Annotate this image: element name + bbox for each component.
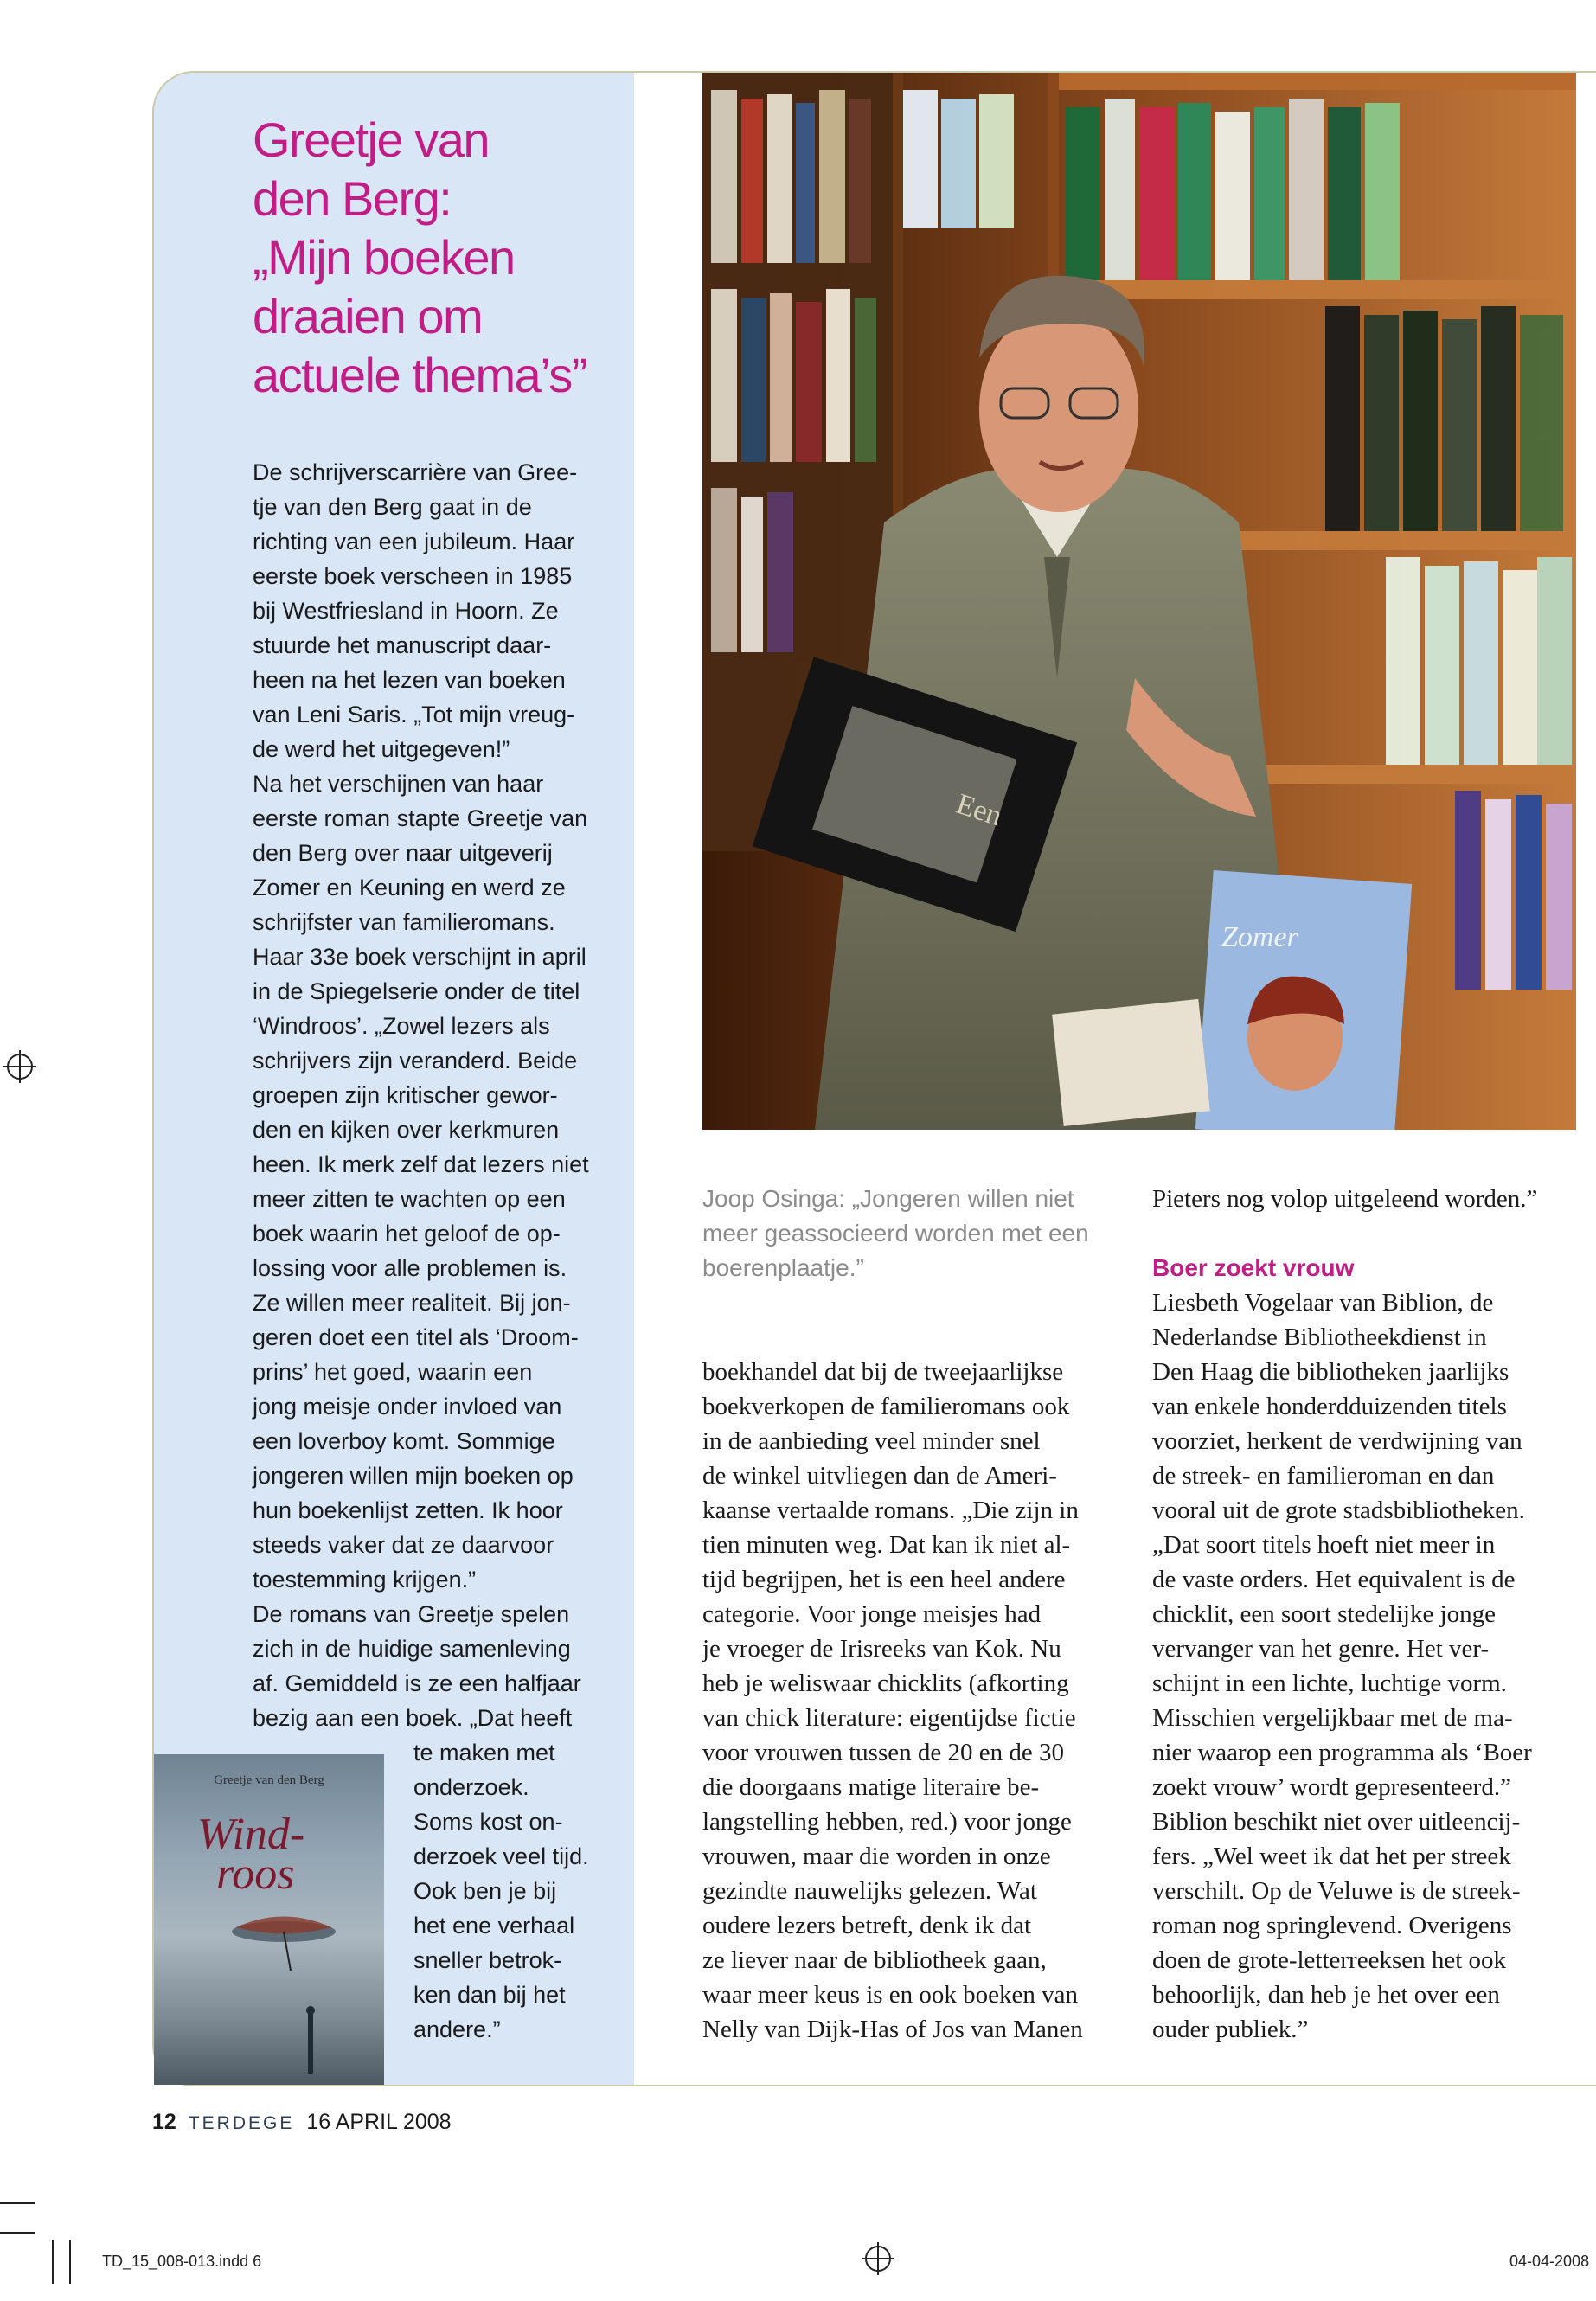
text-line: lossing voor alle problemen is. xyxy=(253,1255,567,1281)
text-line: in de aanbieding veel minder snel xyxy=(702,1427,1041,1455)
text-line: gezindte nauwelijks gelezen. Wat xyxy=(702,1877,1037,1905)
text-line: zoekt vrouw’ wordt gepresenteerd.” xyxy=(1152,1773,1511,1801)
text-line: De romans van Greetje spelen xyxy=(253,1601,570,1627)
photo-book-title: Een xyxy=(952,787,1006,833)
text-line: een loverboy komt. Sommige xyxy=(253,1428,555,1454)
text-line: richting van een jubileum. Haar xyxy=(253,529,575,554)
text-line: die doorgaans matige literaire be- xyxy=(702,1773,1040,1801)
text-line: Nelly van Dijk-Has of Jos van Manen xyxy=(702,2016,1083,2043)
text-line: de streek- en familieroman en dan xyxy=(1152,1462,1495,1490)
headline-line: „Mijn boeken xyxy=(253,230,515,285)
text-line: heen. Ik merk zelf dat lezers niet xyxy=(253,1151,589,1177)
text-line: doen de grote-letterreeksen het ook xyxy=(1152,1946,1507,1974)
text-line: je vroeger de Irisreeks van Kok. Nu xyxy=(702,1635,1061,1663)
registration-mark-icon xyxy=(865,2246,891,2272)
text-line: fers. „Wel weet ik dat het per streek xyxy=(1152,1843,1511,1870)
text-line: Na het verschijnen van haar xyxy=(253,771,544,797)
cover-title-line: Wind- xyxy=(197,1810,305,1859)
text-line: voor vrouwen tussen de 20 en de 30 xyxy=(702,1739,1064,1766)
text-line: Zomer en Keuning en werd ze xyxy=(253,875,566,901)
cover-artwork xyxy=(154,1754,384,2085)
photo-caption xyxy=(702,1182,1135,1285)
text-line: Misschien vergelijkbaar met de ma- xyxy=(1152,1704,1513,1732)
photo-artwork xyxy=(702,73,1576,1130)
crop-mark-icon xyxy=(0,2202,35,2204)
text-line: de werd het uitgegeven!” xyxy=(253,736,510,762)
text-line: groepen zijn kritischer gewor- xyxy=(253,1082,558,1108)
text-line: stuurde het manuscript daar- xyxy=(253,632,552,658)
cover-title xyxy=(197,1810,305,1899)
text-line: ze liever naar de bibliotheek gaan, xyxy=(702,1946,1047,1974)
text-line: in de Spiegelserie onder de titel xyxy=(253,978,580,1004)
text-line: oudere lezers betreft, denk ik dat xyxy=(702,1912,1032,1939)
text-line: heen na het lezen van boeken xyxy=(253,667,566,693)
text-line: geren doet een titel als ‘Droom- xyxy=(253,1324,579,1350)
text-line: van chick literature: eigentijdse fictie xyxy=(702,1704,1076,1732)
text-line: nier waarop een programma als ‘Boer xyxy=(1152,1739,1532,1766)
photo-bookstore xyxy=(702,73,1576,1130)
text-line: Nederlandse Bibliotheekdienst in xyxy=(1152,1324,1487,1351)
text-line: boekhandel dat bij de tweejaarlijkse xyxy=(702,1358,1064,1386)
text-line: Pieters nog volop uitgeleend worden.” xyxy=(1152,1185,1538,1213)
text-line: waar meer keus is en ook boeken van xyxy=(702,1981,1079,2009)
text-line: verschilt. Op de Veluwe is de streek- xyxy=(1152,1877,1521,1905)
text-line: „Dat soort titels hoeft niet meer in xyxy=(1152,1531,1496,1559)
text-line: vooral uit de grote stadsbibliotheken. xyxy=(1152,1497,1525,1524)
text-line: vrouwen, maar die worden in onze xyxy=(702,1843,1051,1870)
headline xyxy=(253,111,616,405)
text-line: Biblion beschikt niet over uitleencij- xyxy=(1152,1808,1521,1836)
text-line: tien minuten weg. Dat kan ik niet al- xyxy=(702,1531,1071,1559)
crop-mark-icon xyxy=(69,2240,71,2284)
text-line: langstelling hebben, red.) voor jonge xyxy=(702,1808,1072,1836)
text-line: onderzoek. xyxy=(413,1774,529,1800)
text-line: kaanse vertaalde romans. „Die zijn in xyxy=(702,1497,1079,1524)
text-line: prins’ het goed, waarin een xyxy=(253,1359,533,1385)
text-line: sneller betrok- xyxy=(413,1947,562,1973)
text-line: tijd begrijpen, het is een heel andere xyxy=(702,1566,1066,1593)
caption-line: boerenplaatje.” xyxy=(702,1254,864,1281)
slug-filename: TD_15_008-013.indd 6 xyxy=(102,2253,262,2270)
crop-mark-icon xyxy=(52,2240,54,2284)
body-column-middle xyxy=(702,1355,1122,2047)
text-line: categorie. Voor jonge meisjes had xyxy=(702,1600,1042,1628)
crop-mark-icon xyxy=(0,2232,35,2234)
text-line: behoorlijk, dan heb je het over een xyxy=(1152,1981,1500,2009)
text-line: bezig aan een boek. „Dat heeft xyxy=(253,1705,573,1731)
issue-date: 16 APRIL 2008 xyxy=(306,2110,452,2134)
text-line: schijnt in een lichte, luchtige vorm. xyxy=(1152,1670,1507,1697)
page-number: 12 xyxy=(152,2110,176,2134)
text-line: Haar 33e boek verschijnt in april xyxy=(253,944,586,970)
headline-line: Greetje van xyxy=(253,112,489,167)
registration-mark-icon xyxy=(7,1054,33,1080)
headline-line: den Berg: xyxy=(253,171,452,226)
text-line: bij Westfriesland in Hoorn. Ze xyxy=(253,598,559,624)
text-line: van enkele honderdduizenden titels xyxy=(1152,1393,1507,1420)
text-line: Liesbeth Vogelaar van Biblion, de xyxy=(1152,1289,1494,1317)
text-line: Den Haag die bibliotheken jaarlijks xyxy=(1152,1358,1509,1386)
text-line: heb je weliswaar chicklits (afkorting xyxy=(702,1670,1069,1697)
text-line: de vaste orders. Het equivalent is de xyxy=(1152,1566,1516,1593)
book-cover-windroos xyxy=(154,1754,384,2085)
photo-book-title: Zomer xyxy=(1221,921,1298,953)
text-line: meer zitten te wachten op een xyxy=(253,1186,566,1212)
slug-date: 04-04-2008 xyxy=(1509,2253,1590,2270)
caption-line: meer geassocieerd worden met een xyxy=(702,1220,1089,1247)
publication-name: TERDEGE xyxy=(188,2113,295,2133)
text-line: ouder publiek.” xyxy=(1152,2016,1309,2043)
text-line: schrijfster van familieromans. xyxy=(253,909,555,935)
text-line: van Leni Saris. „Tot mijn vreug- xyxy=(253,702,575,727)
text-line: jongeren willen mijn boeken op xyxy=(253,1463,574,1489)
text-line: boekverkopen de familieromans ook xyxy=(702,1393,1070,1420)
text-line: vervanger van het genre. Het ver- xyxy=(1152,1635,1490,1663)
text-line: derzoek veel tijd. xyxy=(413,1843,589,1869)
cover-author: Greetje van den Berg xyxy=(214,1773,324,1787)
text-line: Ze willen meer realiteit. Bij jon- xyxy=(253,1290,571,1316)
text-line: eerste roman stapte Greetje van xyxy=(253,805,588,831)
headline-line: actuele thema’s” xyxy=(253,348,586,402)
text-line: jong meisje onder invloed van xyxy=(253,1394,562,1420)
text-line: ‘Windroos’. „Zowel lezers als xyxy=(253,1013,550,1039)
text-line: ken dan bij het xyxy=(413,1982,566,2008)
text-line: boek waarin het geloof de op- xyxy=(253,1221,561,1247)
text-line: roman nog springlevend. Overigens xyxy=(1152,1912,1512,1939)
text-line: De schrijverscarrière van Gree- xyxy=(253,459,578,485)
headline-line: draaien om xyxy=(253,289,483,343)
text-line: toestemming krijgen.” xyxy=(253,1567,477,1593)
text-line: Soms kost on- xyxy=(413,1809,563,1835)
caption-line: Joop Osinga: „Jongeren willen niet xyxy=(702,1185,1074,1212)
text-line: chicklit, een soort stedelijke jonge xyxy=(1152,1600,1497,1628)
text-line: steeds vaker dat ze daarvoor xyxy=(253,1532,554,1558)
text-line: af. Gemiddeld is ze een halfjaar xyxy=(253,1670,581,1696)
text-line: den Berg over naar uitgeverij xyxy=(253,840,553,866)
text-line: zich in de huidige samenleving xyxy=(253,1636,571,1662)
cover-title-line: roos xyxy=(216,1849,295,1899)
text-line: Ook ben je bij xyxy=(413,1878,557,1904)
text-line: de winkel uitvliegen dan de Ameri- xyxy=(702,1462,1057,1490)
text-line: hun boekenlijst zetten. Ik hoor xyxy=(253,1497,563,1523)
body-column-right xyxy=(1152,1182,1580,2047)
section-subhead: Boer zoekt vrouw xyxy=(1152,1254,1355,1281)
text-line: eerste boek verscheen in 1985 xyxy=(253,563,573,589)
text-line: te maken met xyxy=(413,1740,555,1766)
text-line: tje van den Berg gaat in de xyxy=(253,494,532,520)
text-line: voorziet, herkent de verdwijning van xyxy=(1152,1427,1522,1455)
text-line: den en kijken over kerkmuren xyxy=(253,1117,560,1143)
text-line: andere.” xyxy=(413,2016,501,2042)
text-line: het ene verhaal xyxy=(413,1913,575,1939)
page-folio xyxy=(152,2109,452,2137)
text-line: schrijvers zijn veranderd. Beide xyxy=(253,1048,578,1074)
